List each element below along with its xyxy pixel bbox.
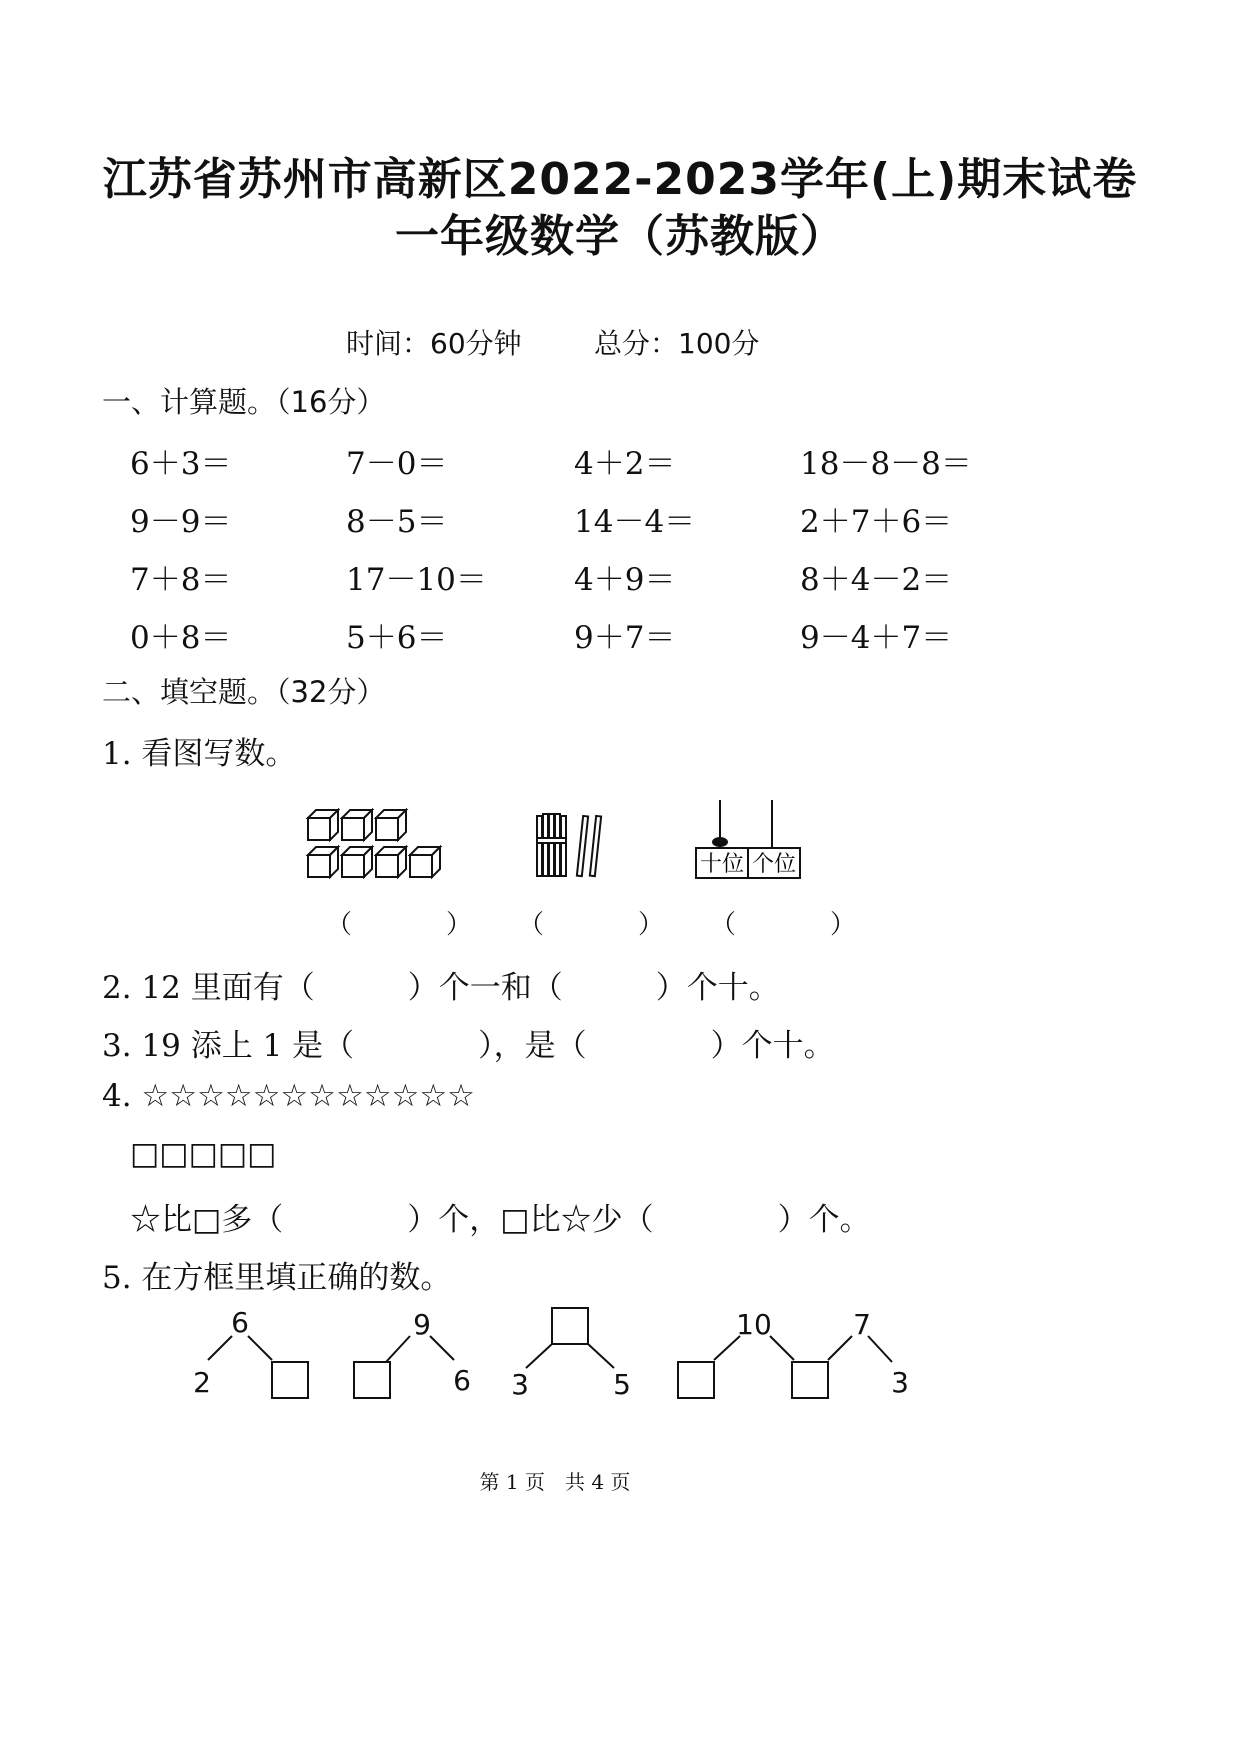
time-info: 时间：60分钟: [346, 327, 522, 360]
cubes-icon: [308, 810, 440, 877]
calc-item: 17－10＝: [346, 562, 487, 598]
calc-item: 0＋8＝: [130, 620, 232, 656]
calc-item: 9－9＝: [130, 504, 232, 540]
calc-item: 9＋7＝: [574, 620, 676, 656]
calc-item: 7－0＝: [346, 446, 448, 482]
q1-blank-3[interactable]: （ ）: [710, 910, 861, 940]
page-title: 江苏省苏州市高新区2022-2023学年(上)期末试卷: [102, 154, 1138, 205]
bond3-right: 5: [613, 1368, 631, 1401]
bond2-top: 9: [413, 1308, 431, 1341]
q1-text: 1. 看图写数。: [102, 736, 297, 772]
cube-icon: [342, 847, 372, 877]
empty-box-icon: [792, 1362, 828, 1398]
cube-icon: [410, 847, 440, 877]
calc-item: 5＋6＝: [346, 620, 448, 656]
bond5-right: 3: [891, 1366, 909, 1399]
empty-box-icon: [272, 1362, 308, 1398]
cube-icon: [376, 810, 406, 840]
cube-icon: [308, 847, 338, 877]
q1-blank-1[interactable]: （ ）: [326, 910, 477, 940]
calc-item: 8－5＝: [346, 504, 448, 540]
bond5-top: 7: [853, 1308, 871, 1341]
q4-squares: □□□□□: [130, 1136, 277, 1172]
calc-item: 18－8－8＝: [800, 446, 972, 482]
abacus-ones-label: 个位: [751, 852, 797, 877]
q5-number-bonds: [180, 1300, 940, 1420]
calc-item: 9－4＋7＝: [800, 620, 953, 656]
calc-item: 2＋7＋6＝: [800, 504, 953, 540]
calc-item: 7＋8＝: [130, 562, 232, 598]
page-number: 第 1 页 共 4 页: [479, 1470, 631, 1494]
calc-item: 4＋2＝: [574, 446, 676, 482]
calc-item: 14－4＝: [574, 504, 696, 540]
calc-item: 6＋3＝: [130, 446, 232, 482]
bond3-left: 3: [511, 1368, 529, 1401]
empty-box-icon: [678, 1362, 714, 1398]
bond2-right: 6: [453, 1364, 471, 1397]
q1-figures: [300, 790, 820, 890]
q5-text: 5. 在方框里填正确的数。: [102, 1260, 452, 1296]
q4-stars: 4. ☆☆☆☆☆☆☆☆☆☆☆☆: [102, 1078, 475, 1114]
calc-item: 4＋9＝: [574, 562, 676, 598]
q2-text: 2. 12 里面有（ ）个一和（ ）个十。: [102, 970, 780, 1006]
q1-blank-2[interactable]: （ ）: [518, 910, 669, 940]
cube-icon: [308, 810, 338, 840]
cube-icon: [342, 810, 372, 840]
section2-heading: 二、填空题。（32分）: [102, 675, 386, 709]
q3-text: 3. 19 添上 1 是（ ），是（ ）个十。: [102, 1028, 835, 1064]
bond1-top: 6: [231, 1306, 249, 1339]
stick-bundle-icon: [537, 814, 601, 876]
abacus-tens-label: 十位: [699, 852, 745, 877]
section1-heading: 一、计算题。（16分）: [102, 385, 386, 419]
empty-box-icon: [354, 1362, 390, 1398]
bond1-left: 2: [193, 1366, 211, 1399]
page-subtitle: 一年级数学（苏教版）: [395, 211, 845, 262]
abacus-icon: [696, 800, 800, 878]
cube-icon: [376, 847, 406, 877]
total-info: 总分：100分: [594, 327, 760, 360]
q4-question: ☆比□多（ ）个，□比☆少（ ）个。: [130, 1202, 871, 1238]
bond4-top: 10: [736, 1308, 772, 1341]
calc-item: 8＋4－2＝: [800, 562, 953, 598]
empty-box-icon: [552, 1308, 588, 1344]
